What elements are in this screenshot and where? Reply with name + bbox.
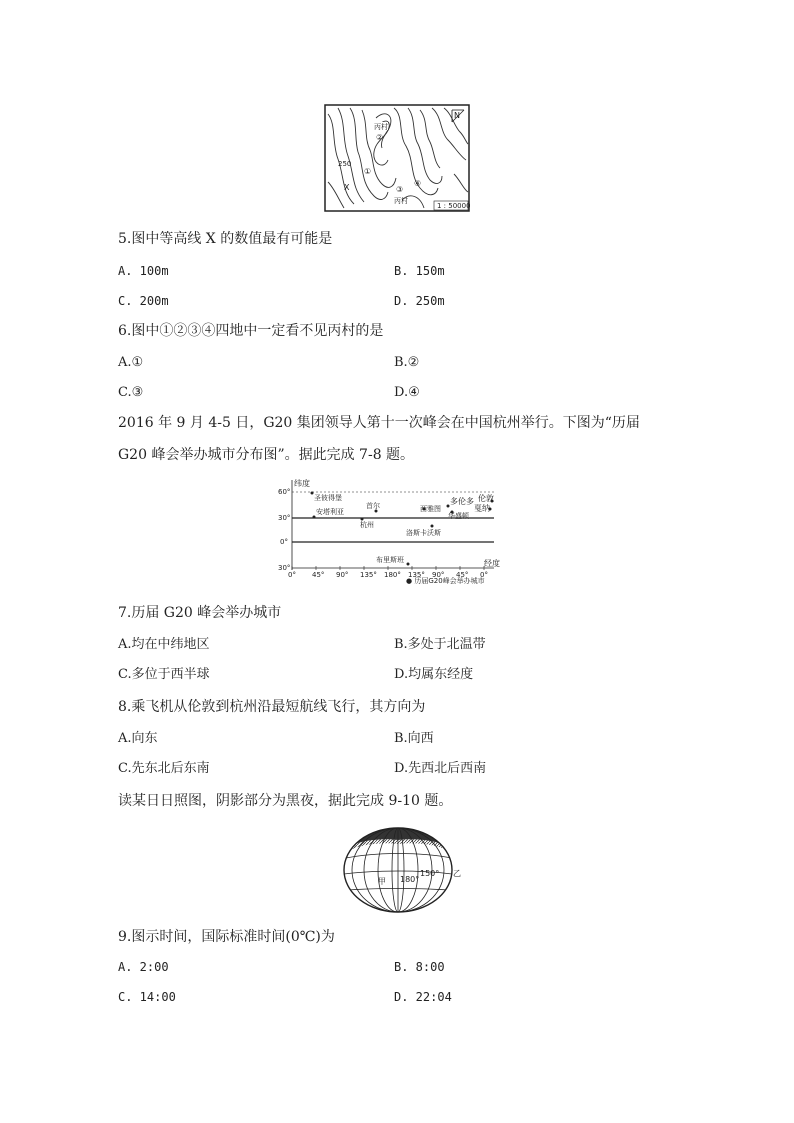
lon-180-label: 180° [400, 875, 420, 884]
city-toronto: 多伦多 [450, 497, 474, 506]
intro-9-10: 读某日日照图，阴影部分为黑夜，据此完成 9-10 题。 [118, 793, 453, 809]
q5-option-a[interactable]: A. 100m [118, 264, 169, 278]
village-label-top: 丙村 [374, 123, 388, 131]
lat-tick-30n: 30° [278, 514, 291, 522]
g20-cities-figure [276, 476, 508, 588]
lon-tick-0: 0° [288, 571, 296, 579]
map-legend: ● 历届G20峰会举办城市 [406, 577, 485, 585]
city-washington: 华盛顿 [448, 512, 469, 520]
q8-option-a[interactable]: A.向东 [118, 731, 158, 746]
lon-tick-8: 0° [480, 571, 488, 579]
g20-cities-svg [276, 476, 508, 588]
point-yi-label: 乙 [453, 869, 461, 878]
contour-map-svg [324, 104, 470, 212]
q8-option-d[interactable]: D.先西北后西南 [394, 761, 487, 776]
q7-option-c[interactable]: C.多位于西半球 [118, 667, 210, 682]
q8-option-b[interactable]: B.向西 [394, 731, 434, 746]
sunlight-globe-figure [336, 818, 464, 916]
city-los-cabos: 洛斯卡沃斯 [406, 529, 441, 537]
point-2-label: ② [376, 133, 384, 142]
lon-150-label: 150° [420, 869, 440, 878]
q9-option-d[interactable]: D. 22:04 [394, 990, 452, 1004]
contour-250-label: 250 [338, 160, 352, 168]
q7-option-d[interactable]: D.均属东经度 [394, 667, 474, 682]
sunlight-globe-svg [336, 818, 464, 916]
q5-option-c[interactable]: C. 200m [118, 294, 169, 308]
q6-option-c[interactable]: C.③ [118, 385, 144, 400]
lat-tick-0: 0° [280, 538, 288, 546]
city-antalya: 安塔利亚 [316, 508, 344, 516]
q5-option-d[interactable]: D. 250m [394, 294, 445, 308]
lat-tick-60n: 60° [278, 488, 291, 496]
lon-tick-7: 45° [456, 571, 469, 579]
q5-option-b[interactable]: B. 150m [394, 264, 445, 278]
city-seoul: 首尔 [366, 502, 380, 510]
question-6-stem: 6.图中①②③④四地中一定看不见丙村的是 [118, 323, 384, 339]
point-3-label: ③ [396, 185, 404, 194]
city-cannes: 戛纳 [474, 504, 490, 513]
point-1-label: ① [364, 167, 372, 176]
q8-option-c[interactable]: C.先东北后东南 [118, 761, 210, 776]
city-dot-brisbane [407, 563, 410, 566]
city-st-petersburg: 圣彼得堡 [314, 494, 342, 502]
lon-tick-4: 180° [384, 571, 401, 579]
lon-tick-5: 135° [408, 571, 425, 579]
lat-tick-30s: 30° [278, 564, 291, 572]
lon-tick-2: 90° [336, 571, 349, 579]
village-label-bottom: 丙村 [394, 197, 408, 205]
q7-option-a[interactable]: A.均在中纬地区 [118, 637, 210, 652]
q7-option-b[interactable]: B.多处于北温带 [394, 637, 486, 652]
city-london: 伦敦 [478, 494, 494, 503]
lon-tick-3: 135° [360, 571, 377, 579]
q9-option-c[interactable]: C. 14:00 [118, 990, 176, 1004]
lon-axis-title: 经度 [484, 559, 500, 568]
intro-7-8-line-2: G20 峰会举办城市分布图”。据此完成 7-8 题。 [118, 447, 415, 463]
question-9-stem: 9.图示时间，国际标准时间(0℃)为 [118, 929, 335, 945]
city-hangzhou: 杭州 [360, 521, 374, 529]
contour-x-label: X [344, 183, 350, 192]
lon-tick-1: 45° [312, 571, 325, 579]
q6-option-d[interactable]: D.④ [394, 385, 420, 400]
lat-axis-title: 纬度 [294, 479, 310, 488]
question-7-stem: 7.历届 G20 峰会举办城市 [118, 605, 282, 621]
city-brisbane: 布里斯班 [376, 556, 404, 564]
q6-option-b[interactable]: B.② [394, 355, 420, 370]
contour-map-figure [324, 104, 470, 212]
point-jia-label: 甲 [378, 877, 386, 886]
point-4-label: ④ [414, 179, 422, 188]
city-dot-los-cabos [431, 525, 434, 528]
q9-option-a[interactable]: A. 2:00 [118, 960, 169, 974]
intro-7-8-line-1: 2016 年 9 月 4-5 日，G20 集团领导人第十一次峰会在中国杭州举行。下图为“历届 [118, 415, 640, 431]
q6-option-a[interactable]: A.① [118, 355, 144, 370]
lon-tick-6: 90° [432, 571, 445, 579]
north-arrow-label: N [454, 111, 460, 120]
city-seattle: 西雅图 [420, 505, 441, 513]
question-8-stem: 8.乘飞机从伦敦到杭州沿最短航线飞行，其方向为 [118, 699, 426, 715]
scale-label: 1 : 50000 [437, 202, 470, 210]
question-5-stem: 5.图中等高线 X 的数值最有可能是 [118, 231, 333, 247]
q9-option-b[interactable]: B. 8:00 [394, 960, 445, 974]
